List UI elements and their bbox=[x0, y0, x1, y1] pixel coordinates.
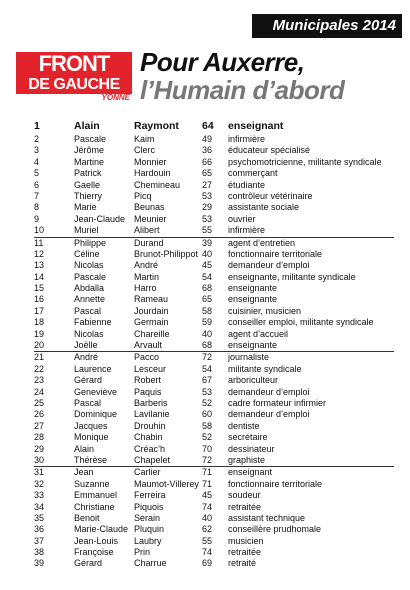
cell-num: 36 bbox=[34, 524, 45, 535]
table-row bbox=[34, 502, 394, 513]
cell-job: assistant technique bbox=[228, 512, 306, 523]
cell-first-name: Céline bbox=[74, 248, 100, 259]
table-row bbox=[34, 432, 394, 443]
cell-age: 68 bbox=[202, 340, 213, 351]
header-first: Alain bbox=[74, 120, 100, 132]
cell-age: 53 bbox=[202, 213, 213, 224]
cell-age: 39 bbox=[202, 237, 213, 248]
cell-last-name: Monnier bbox=[134, 156, 167, 167]
candidate-rows bbox=[34, 134, 394, 570]
cell-last-name: Clerc bbox=[134, 145, 156, 156]
cell-age: 58 bbox=[202, 305, 213, 316]
cell-last-name: Rameau bbox=[134, 294, 169, 305]
cell-first-name: Suzanne bbox=[74, 478, 110, 489]
cell-first-name: Thérèse bbox=[74, 454, 108, 465]
cell-last-name: Jourdain bbox=[134, 305, 169, 316]
cell-age: 71 bbox=[202, 478, 213, 489]
cell-last-name: Beunas bbox=[134, 202, 165, 213]
cell-first-name: Monique bbox=[74, 432, 109, 443]
cell-job: enseignante, militante syndicale bbox=[228, 271, 356, 282]
cell-first-name: Jean-Louis bbox=[74, 535, 119, 546]
cell-last-name: Chemineau bbox=[134, 179, 181, 190]
cell-num: 16 bbox=[34, 294, 45, 305]
cell-age: 67 bbox=[202, 375, 213, 386]
cell-first-name: Martine bbox=[74, 156, 105, 167]
election-banner: Municipales 2014 bbox=[252, 14, 402, 38]
table-row bbox=[34, 168, 394, 179]
cell-job: dessinateur bbox=[228, 443, 275, 454]
cell-first-name: Abdalla bbox=[74, 283, 105, 294]
cell-job: cuisinier, musicien bbox=[228, 305, 302, 316]
list-header-row bbox=[34, 118, 394, 134]
cell-num: 4 bbox=[34, 156, 40, 167]
cell-age: 54 bbox=[202, 271, 213, 282]
cell-job: enseignante bbox=[228, 340, 278, 351]
cell-job: musicien bbox=[228, 535, 264, 546]
table-row bbox=[34, 375, 394, 386]
cell-job: infirmière bbox=[228, 225, 266, 236]
cell-age: 27 bbox=[202, 179, 213, 190]
cell-age: 69 bbox=[202, 558, 213, 569]
cell-first-name: Françoise bbox=[74, 547, 114, 558]
cell-job: fonctionnaire territoriale bbox=[228, 248, 323, 259]
cell-age: 45 bbox=[202, 260, 213, 271]
cell-last-name: Carlier bbox=[134, 467, 161, 478]
table-row bbox=[34, 157, 394, 168]
cell-last-name: Martin bbox=[134, 271, 160, 282]
cell-last-name: Robert bbox=[134, 375, 162, 386]
cell-first-name: Alain bbox=[74, 443, 95, 454]
cell-first-name: Geneviève bbox=[74, 386, 118, 397]
cell-first-name: André bbox=[74, 352, 99, 363]
cell-num: 38 bbox=[34, 547, 45, 558]
cell-first-name: Emmanuel bbox=[74, 490, 118, 501]
cell-last-name: Barberis bbox=[134, 397, 168, 408]
cell-age: 53 bbox=[202, 190, 213, 201]
cell-num: 14 bbox=[34, 271, 45, 282]
table-row bbox=[34, 214, 394, 225]
cell-last-name: Serain bbox=[134, 512, 161, 523]
cell-num: 20 bbox=[34, 340, 45, 351]
cell-job: journaliste bbox=[228, 352, 270, 363]
cell-first-name: Gaelle bbox=[74, 179, 101, 190]
cell-num: 21 bbox=[34, 352, 45, 363]
cell-num: 2 bbox=[34, 134, 40, 144]
cell-num: 31 bbox=[34, 467, 45, 478]
table-row bbox=[34, 352, 394, 363]
cell-first-name: Joëlle bbox=[74, 340, 98, 351]
cell-last-name: Alibert bbox=[134, 225, 160, 236]
cell-first-name: Nicolas bbox=[74, 328, 104, 339]
cell-job: infirmière bbox=[228, 134, 266, 144]
cell-job: agent d’entretien bbox=[228, 237, 296, 248]
logo-line-2: DE GAUCHE bbox=[16, 76, 132, 94]
title-line-1: Pour Auxerre, bbox=[140, 47, 305, 77]
cell-age: 58 bbox=[202, 420, 213, 431]
cell-job: assistante sociale bbox=[228, 202, 300, 213]
cell-age: 55 bbox=[202, 535, 213, 546]
cell-age: 65 bbox=[202, 168, 213, 179]
table-row bbox=[34, 490, 394, 501]
cell-age: 40 bbox=[202, 512, 213, 523]
table-row bbox=[34, 536, 394, 547]
cell-last-name: Kaim bbox=[134, 134, 155, 144]
cell-num: 25 bbox=[34, 397, 45, 408]
cell-job: graphiste bbox=[228, 454, 266, 465]
cell-job: retraitée bbox=[228, 501, 262, 512]
table-row bbox=[34, 317, 394, 328]
table-row bbox=[34, 398, 394, 409]
cell-job: arboriculteur bbox=[228, 375, 279, 386]
cell-num: 5 bbox=[34, 168, 40, 179]
cell-age: 74 bbox=[202, 547, 213, 558]
cell-last-name: Lavilanie bbox=[134, 409, 170, 420]
table-row bbox=[34, 180, 394, 191]
cell-job: psychomotricienne, militante syndicale bbox=[228, 156, 382, 167]
cell-age: 62 bbox=[202, 524, 213, 535]
table-row bbox=[34, 479, 394, 490]
table-row bbox=[34, 409, 394, 420]
cell-num: 12 bbox=[34, 248, 45, 259]
cell-num: 34 bbox=[34, 501, 45, 512]
cell-job: éducateur spécialisé bbox=[228, 145, 311, 156]
cell-age: 70 bbox=[202, 443, 213, 454]
table-row bbox=[34, 283, 394, 294]
cell-num: 28 bbox=[34, 432, 45, 443]
cell-first-name: Jacques bbox=[74, 420, 108, 431]
cell-last-name: Brunot-Philippot bbox=[134, 248, 199, 259]
cell-last-name: Piquois bbox=[134, 501, 164, 512]
cell-num: 27 bbox=[34, 420, 45, 431]
cell-num: 15 bbox=[34, 283, 45, 294]
cell-num: 26 bbox=[34, 409, 45, 420]
cell-first-name: Christiane bbox=[74, 501, 115, 512]
cell-last-name: Pluquin bbox=[134, 524, 165, 535]
cell-first-name: Jérôme bbox=[74, 145, 105, 156]
cell-first-name: Nicolas bbox=[74, 260, 104, 271]
cell-last-name: Drouhin bbox=[134, 420, 166, 431]
cell-num: 29 bbox=[34, 443, 45, 454]
cell-first-name: Benoit bbox=[74, 512, 100, 523]
header-age: 64 bbox=[202, 120, 214, 132]
cell-first-name: Gérard bbox=[74, 375, 103, 386]
cell-first-name: Patrick bbox=[74, 168, 102, 179]
cell-age: 71 bbox=[202, 467, 213, 478]
cell-num: 9 bbox=[34, 213, 40, 224]
table-row bbox=[34, 260, 394, 271]
table-row bbox=[34, 513, 394, 524]
cell-last-name: Maumot-Villerey bbox=[134, 478, 199, 489]
cell-job: dentiste bbox=[228, 420, 260, 431]
table-row bbox=[34, 467, 394, 478]
cell-job: contrôleur vétérinaire bbox=[228, 190, 313, 201]
cell-last-name: Chabin bbox=[134, 432, 163, 443]
cell-num: 32 bbox=[34, 478, 45, 489]
cell-age: 65 bbox=[202, 294, 213, 305]
cell-first-name: Dominique bbox=[74, 409, 118, 420]
cell-age: 49 bbox=[202, 134, 213, 144]
cell-job: conseillère prudhomale bbox=[228, 524, 322, 535]
cell-num: 35 bbox=[34, 512, 45, 523]
cell-first-name: Marie bbox=[74, 202, 97, 213]
candidate-list bbox=[34, 118, 394, 570]
cell-age: 60 bbox=[202, 409, 213, 420]
table-row bbox=[34, 364, 394, 375]
cell-num: 11 bbox=[34, 237, 44, 248]
cell-job: secrétaire bbox=[228, 432, 268, 443]
header-last: Raymont bbox=[134, 120, 179, 132]
cell-job: ouvrier bbox=[228, 213, 256, 224]
cell-last-name: Germain bbox=[134, 317, 169, 328]
cell-job: étudiante bbox=[228, 179, 266, 190]
cell-last-name: Paquis bbox=[134, 386, 162, 397]
cell-first-name: Pascale bbox=[74, 134, 107, 144]
cell-job: demandeur d’emploi bbox=[228, 386, 310, 397]
table-row bbox=[34, 145, 394, 156]
cell-last-name: Meunier bbox=[134, 213, 167, 224]
table-row bbox=[34, 238, 394, 249]
header-num: 1 bbox=[34, 120, 40, 132]
table-row bbox=[34, 421, 394, 432]
cell-age: 74 bbox=[202, 501, 213, 512]
cell-age: 59 bbox=[202, 317, 213, 328]
cell-num: 13 bbox=[34, 260, 45, 271]
table-row bbox=[34, 524, 394, 535]
cell-age: 68 bbox=[202, 283, 213, 294]
cell-num: 6 bbox=[34, 179, 40, 190]
cell-job: commerçant bbox=[228, 168, 278, 179]
cell-last-name: Créac’h bbox=[134, 443, 166, 454]
cell-last-name: Charrue bbox=[134, 558, 167, 569]
logo-line-1: FRONT bbox=[16, 52, 132, 76]
cell-job: enseignante bbox=[228, 283, 278, 294]
table-row bbox=[34, 202, 394, 213]
cell-num: 3 bbox=[34, 145, 40, 156]
cell-last-name: Arvault bbox=[134, 340, 163, 351]
header-job: enseignant bbox=[228, 120, 284, 132]
table-row bbox=[34, 444, 394, 455]
cell-age: 40 bbox=[202, 248, 213, 259]
table-row bbox=[34, 225, 394, 237]
cell-last-name: Pacco bbox=[134, 352, 160, 363]
table-row bbox=[34, 294, 394, 305]
cell-age: 52 bbox=[202, 432, 213, 443]
cell-age: 72 bbox=[202, 352, 213, 363]
cell-job: demandeur d’emploi bbox=[228, 409, 310, 420]
logo-line-3: YONNE bbox=[101, 93, 130, 102]
cell-first-name: Laurence bbox=[74, 363, 112, 374]
cell-first-name: Pascal bbox=[74, 397, 102, 408]
cell-job: retraitée bbox=[228, 547, 262, 558]
cell-job: soudeur bbox=[228, 490, 261, 501]
cell-job: militante syndicale bbox=[228, 363, 302, 374]
cell-first-name: Annette bbox=[74, 294, 106, 305]
cell-num: 10 bbox=[34, 225, 45, 236]
cell-age: 54 bbox=[202, 363, 213, 374]
cell-first-name: Pascal bbox=[74, 305, 102, 316]
cell-age: 53 bbox=[202, 386, 213, 397]
table-row bbox=[34, 340, 394, 352]
cell-job: demandeur d’emploi bbox=[228, 260, 310, 271]
cell-job: fonctionnaire territoriale bbox=[228, 478, 323, 489]
table-row bbox=[34, 134, 394, 145]
table-row bbox=[34, 191, 394, 202]
cell-job: agent d’accueil bbox=[228, 328, 289, 339]
cell-first-name: Pascale bbox=[74, 271, 107, 282]
cell-last-name: Picq bbox=[134, 190, 152, 201]
cell-age: 66 bbox=[202, 156, 213, 167]
cell-age: 52 bbox=[202, 397, 213, 408]
cell-num: 18 bbox=[34, 317, 45, 328]
cell-last-name: Laubry bbox=[134, 535, 162, 546]
cell-last-name: Ferreira bbox=[134, 490, 166, 501]
cell-last-name: Harro bbox=[134, 283, 157, 294]
cell-last-name: André bbox=[134, 260, 159, 271]
cell-num: 23 bbox=[34, 375, 45, 386]
cell-num: 37 bbox=[34, 535, 45, 546]
cell-num: 22 bbox=[34, 363, 45, 374]
cell-job: retraité bbox=[228, 558, 257, 569]
cell-first-name: Muriel bbox=[74, 225, 99, 236]
cell-last-name: Lesceur bbox=[134, 363, 167, 374]
cell-num: 19 bbox=[34, 328, 45, 339]
cell-num: 33 bbox=[34, 490, 45, 501]
cell-age: 45 bbox=[202, 490, 213, 501]
cell-num: 39 bbox=[34, 558, 45, 569]
cell-age: 29 bbox=[202, 202, 213, 213]
cell-first-name: Gérard bbox=[74, 558, 103, 569]
table-row bbox=[34, 249, 394, 260]
cell-job: enseignant bbox=[228, 467, 273, 478]
table-row bbox=[34, 547, 394, 558]
cell-age: 55 bbox=[202, 225, 213, 236]
title-line-2: l’Humain d’abord bbox=[140, 75, 345, 105]
cell-num: 24 bbox=[34, 386, 45, 397]
cell-last-name: Chareille bbox=[134, 328, 170, 339]
cell-age: 40 bbox=[202, 328, 213, 339]
cell-first-name: Thierry bbox=[74, 190, 103, 201]
cell-last-name: Durand bbox=[134, 237, 164, 248]
cell-age: 72 bbox=[202, 454, 213, 465]
cell-num: 7 bbox=[34, 190, 40, 201]
table-row bbox=[34, 455, 394, 467]
cell-first-name: Jean bbox=[74, 467, 94, 478]
cell-first-name: Philippe bbox=[74, 237, 107, 248]
table-row bbox=[34, 558, 394, 569]
party-logo bbox=[16, 52, 132, 100]
cell-age: 36 bbox=[202, 145, 213, 156]
cell-num: 30 bbox=[34, 454, 45, 465]
table-row bbox=[34, 306, 394, 317]
cell-last-name: Prin bbox=[134, 547, 151, 558]
cell-job: cadre formateur infirmier bbox=[228, 397, 327, 408]
cell-first-name: Jean-Claude bbox=[74, 213, 126, 224]
table-row bbox=[34, 272, 394, 283]
cell-num: 17 bbox=[34, 305, 45, 316]
cell-num: 8 bbox=[34, 202, 40, 213]
table-row bbox=[34, 387, 394, 398]
cell-last-name: Chapelet bbox=[134, 454, 171, 465]
cell-first-name: Marie-Claude bbox=[74, 524, 129, 535]
cell-job: enseignante bbox=[228, 294, 278, 305]
cell-last-name: Hardouin bbox=[134, 168, 171, 179]
cell-job: conseiller emploi, militante syndicale bbox=[228, 317, 374, 328]
cell-first-name: Fabienne bbox=[74, 317, 112, 328]
table-row bbox=[34, 329, 394, 340]
